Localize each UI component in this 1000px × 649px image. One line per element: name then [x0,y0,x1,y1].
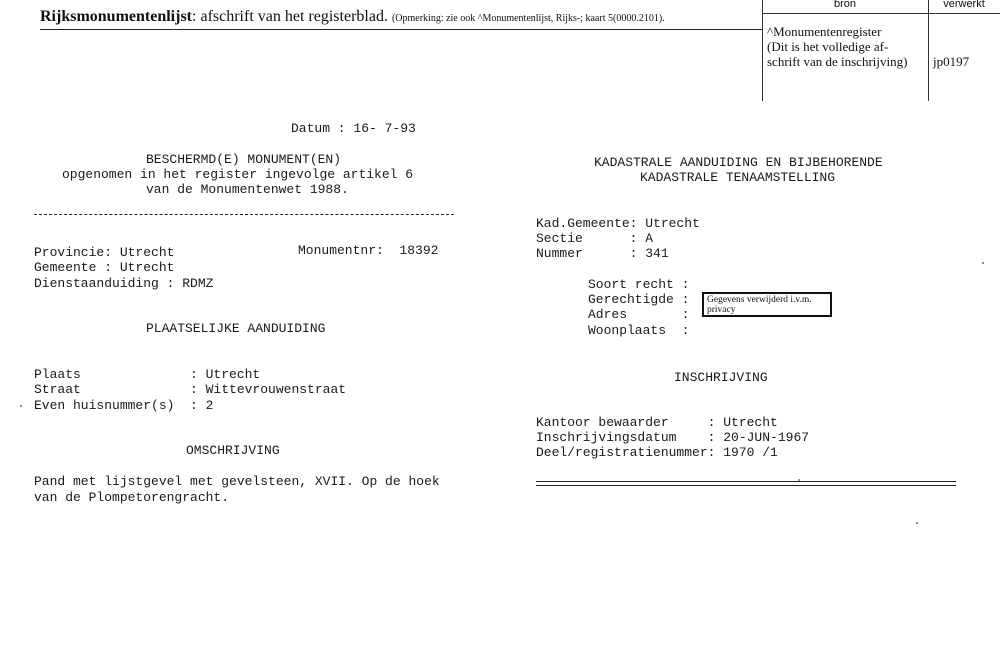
scan-speck [982,262,984,264]
page-title [40,8,665,26]
register-line: ^Monumentenregister [767,24,882,39]
register-line: (Dit is het volledige af- [767,39,889,54]
deel-registratienummer: Deel/registratienummer: 1970 /1 [536,445,778,460]
bron-label: bron [833,0,857,10]
title-rest: : afschrift van het registerblad. [192,8,388,25]
soort-recht: Soort recht : [588,277,690,292]
source-box-divider [928,0,929,101]
title-bold: Rijksmonumentenlijst [40,8,193,25]
straat: Straat : Wittevrouwenstraat [34,382,347,397]
scan-speck [916,522,918,524]
inschrijvingsdatum: Inschrijvingsdatum : 20-JUN-1967 [536,430,810,445]
register-line: schrift van de inschrijving) [767,54,908,69]
woonplaats: Woonplaats : [588,323,690,338]
gemeente: Gemeente : Utrecht [34,260,175,275]
adres: Adres : [588,307,690,322]
gerechtigde: Gerechtigde : [588,292,690,307]
datum: Datum : 16- 7-93 [291,121,416,136]
register-text [767,24,907,69]
inschrijving-heading: INSCHRIJVING [674,370,768,385]
plaats: Plaats : Utrecht [34,367,261,382]
verwerkt-label: verwerkt [943,0,985,10]
source-box-header-rule [762,13,1000,14]
sectie: Sectie : A [536,231,654,246]
huisnummer: Even huisnummer(s) : 2 [34,398,214,413]
header-rule [40,29,762,30]
omschrijving-heading: OMSCHRIJVING [186,443,280,458]
processed-code: jp0197 [933,54,970,69]
monumentnr: Monumentnr: 18392 [298,243,439,258]
scan-speck [20,405,22,407]
left-heading-3: van de Monumentenwet 1988. [146,182,349,197]
kad-gemeente: Kad.Gemeente: Utrecht [536,216,700,231]
omschrijving-line: van de Plompetorengracht. [34,490,230,505]
dienstaanduiding: Dienstaanduiding : RDMZ [34,276,214,291]
provincie: Provincie: Utrecht [34,245,175,260]
scan-speck [798,479,800,481]
left-heading-2: opgenomen in het register ingevolge artikel 6 [62,167,414,182]
double-rule-bottom [536,485,956,486]
dashed-divider [34,214,454,215]
privacy-notice: Gegevens verwijderd i.v.m. privacy [702,292,832,317]
omschrijving-line: Pand met lijstgevel met gevelsteen, XVII. Op de hoek [34,474,440,489]
nummer: Nummer : 341 [536,246,669,261]
left-heading-1: BESCHERMD(E) MONUMENT(EN) [146,152,342,167]
double-rule-top [536,481,956,482]
kadastrale-heading-1: KADASTRALE AANDUIDING EN BIJBEHORENDE [594,155,883,170]
header-note: (Opmerking: zie ook ^Monumentenlijst, Rijks-; kaart 5(0000.2101). [391,13,665,24]
kadastrale-heading-2: KADASTRALE TENAAMSTELLING [640,170,836,185]
plaatselijke-aanduiding-heading: PLAATSELIJKE AANDUIDING [146,321,326,336]
kantoor-bewaarder: Kantoor bewaarder : Utrecht [536,415,778,430]
